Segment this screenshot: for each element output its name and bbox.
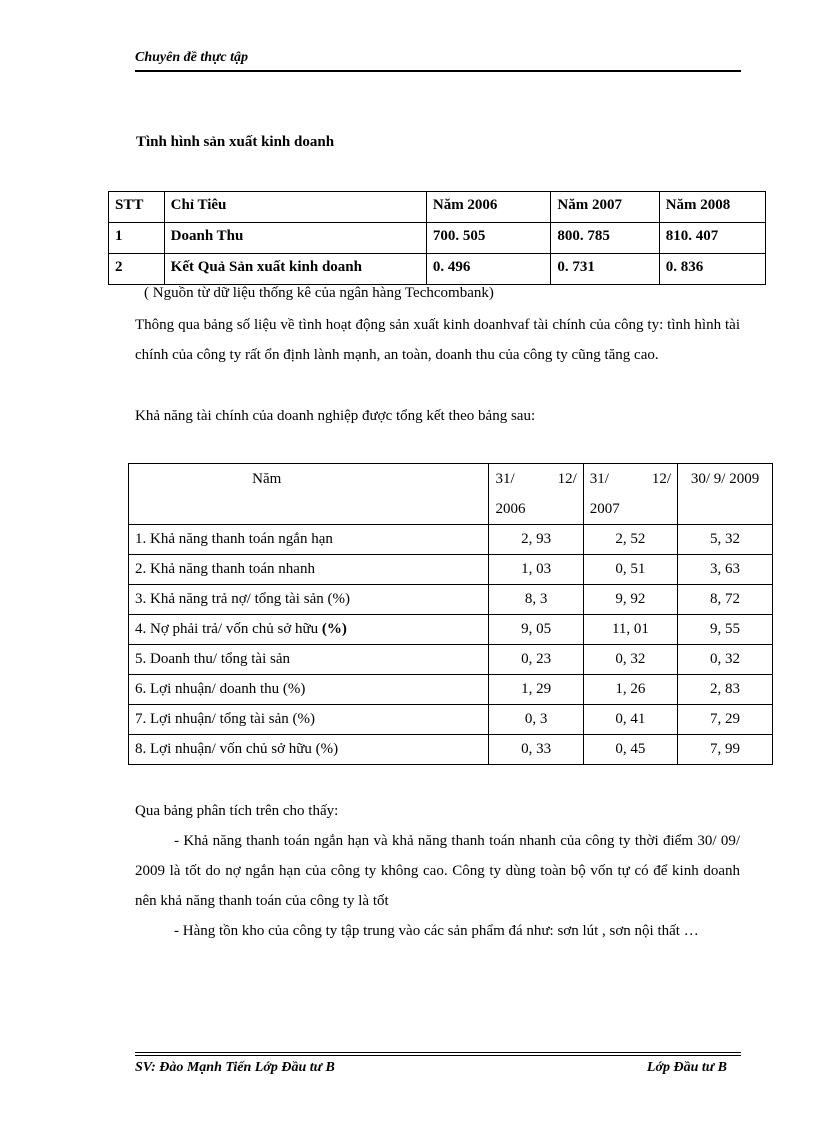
table-cell: 5. Doanh thu/ tổng tài sản (129, 645, 489, 675)
table-cell: 0, 45 (583, 735, 677, 765)
table-row (129, 735, 773, 765)
page-header (135, 50, 741, 72)
footer-row (135, 1060, 741, 1076)
table-cell: 8. Lợi nhuận/ vốn chủ sở hữu (%) (129, 735, 489, 765)
table-cell: 7. Lợi nhuận/ tổng tài sản (%) (129, 705, 489, 735)
header-date-part: 31/ (589, 471, 609, 487)
analysis-point-1: - Khả năng thanh toán ngắn hạn và khả năng thanh toán nhanh của công ty thời điểm 30/ 09/ 2009 là tốt do nợ ngắn hạn của công ty không cao. Công ty dùng toàn bộ vốn tự có để kinh doanh nên khả năng thanh toán của công ty là tốt (135, 833, 740, 909)
row-label: 4. Nợ phải trả/ vốn chủ sở hữu (135, 621, 319, 637)
table-cell: 2, 52 (583, 525, 677, 555)
table-cell: 1, 29 (489, 675, 583, 705)
business-results-table (108, 191, 766, 285)
table-cell: 6. Lợi nhuận/ doanh thu (%) (129, 675, 489, 705)
table-cell: 2, 83 (678, 675, 773, 705)
header-date-part: 31/ (495, 471, 515, 487)
table-cell: 9, 05 (489, 615, 583, 645)
table-cell: 9, 55 (678, 615, 773, 645)
header-year-part: 2007 (589, 501, 620, 517)
table-row (129, 615, 773, 645)
table-cell: 800. 785 (551, 223, 659, 254)
header-title: Chuyên đề thực tập (135, 50, 249, 65)
table-cell: 2, 93 (489, 525, 583, 555)
footer-right: Lớp Đầu tư B (646, 1060, 727, 1075)
table-cell: 11, 01 (583, 615, 677, 645)
table-cell: 8, 72 (678, 585, 773, 615)
col-header-stt: STT (109, 192, 165, 223)
table-cell: 2 (109, 254, 165, 285)
analysis-point-2: - Hàng tồn kho của công ty tập trung vào các sản phẩm đá như: sơn lút , sơn nội thất … (174, 923, 699, 939)
table-cell: 7, 99 (678, 735, 773, 765)
section-title: Tình hình sản xuất kinh doanh (136, 134, 335, 150)
table-cell: 0, 32 (678, 645, 773, 675)
table-cell: 0, 32 (583, 645, 677, 675)
table-cell: 2. Khả năng thanh toán nhanh (129, 555, 489, 585)
table-cell: 1. Khả năng thanh toán ngắn hạn (129, 525, 489, 555)
paragraph-overview: Thông qua bảng số liệu về tình hoạt động sản xuất kinh doanhvaf tài chính của công ty: tình hình tài chính của công ty rất ổn định lành mạnh, an toàn, doanh thu của công ty cũng tăng cao. (135, 317, 740, 363)
table-row (129, 705, 773, 735)
table-cell: 0, 51 (583, 555, 677, 585)
footer-rule (135, 1052, 741, 1053)
table-cell: 5, 32 (678, 525, 773, 555)
header-rule (135, 70, 741, 72)
table-cell: 9, 92 (583, 585, 677, 615)
table-cell: 0, 33 (489, 735, 583, 765)
table-cell (129, 615, 489, 645)
analysis-intro: Qua bảng phân tích trên cho thấy: (135, 803, 339, 819)
table-cell: 1 (109, 223, 165, 254)
table-cell: 810. 407 (659, 223, 765, 254)
col-header-2006: Năm 2006 (426, 192, 551, 223)
col-header-2007: Năm 2007 (551, 192, 659, 223)
table-cell: 1, 26 (583, 675, 677, 705)
table-cell: 0. 836 (659, 254, 765, 285)
paragraph-intro-table: Khả năng tài chính của doanh nghiệp được tổng kết theo bảng sau: (135, 408, 536, 424)
table-cell: 3. Khả năng trả nợ/ tổng tài sản (%) (129, 585, 489, 615)
page-footer (135, 1052, 741, 1076)
header-date-part: 12/ (557, 471, 577, 487)
table-cell: 0, 3 (489, 705, 583, 735)
table-row (109, 223, 766, 254)
row-label-bold-suffix: (%) (321, 621, 347, 637)
footer-left: SV: Đào Mạnh Tiến Lớp Đầu tư B (135, 1060, 335, 1075)
table-row (129, 525, 773, 555)
table-cell: 3, 63 (678, 555, 773, 585)
table-cell: Doanh Thu (164, 223, 426, 254)
table-cell: Kết Quả Sản xuất kinh doanh (164, 254, 426, 285)
table-cell: 8, 3 (489, 585, 583, 615)
table-row (109, 254, 766, 285)
col-header-2008: Năm 2008 (659, 192, 765, 223)
source-note: ( Nguồn từ dữ liệu thống kê của ngân hàng Techcombank) (144, 285, 494, 301)
table-header-row (129, 464, 773, 525)
header-year-part: 2006 (495, 501, 526, 517)
table-cell: 0, 23 (489, 645, 583, 675)
table-cell: 7, 29 (678, 705, 773, 735)
table-cell: 700. 505 (426, 223, 551, 254)
col-header-2006 (489, 464, 583, 525)
col-header-2007 (583, 464, 677, 525)
col-header-year: Năm (129, 464, 489, 525)
table-cell: 0. 496 (426, 254, 551, 285)
table-cell: 1, 03 (489, 555, 583, 585)
table-row (129, 645, 773, 675)
table-header-row (109, 192, 766, 223)
table-cell: 0, 41 (583, 705, 677, 735)
footer-rule (135, 1055, 741, 1056)
table-row (129, 555, 773, 585)
col-header-2009: 30/ 9/ 2009 (678, 464, 773, 525)
col-header-indicator: Chỉ Tiêu (164, 192, 426, 223)
analysis-section (135, 796, 740, 946)
financial-ratios-table (128, 463, 773, 765)
table-cell: 0. 731 (551, 254, 659, 285)
table-row (129, 585, 773, 615)
header-date-part: 12/ (651, 471, 672, 487)
table-row (129, 675, 773, 705)
